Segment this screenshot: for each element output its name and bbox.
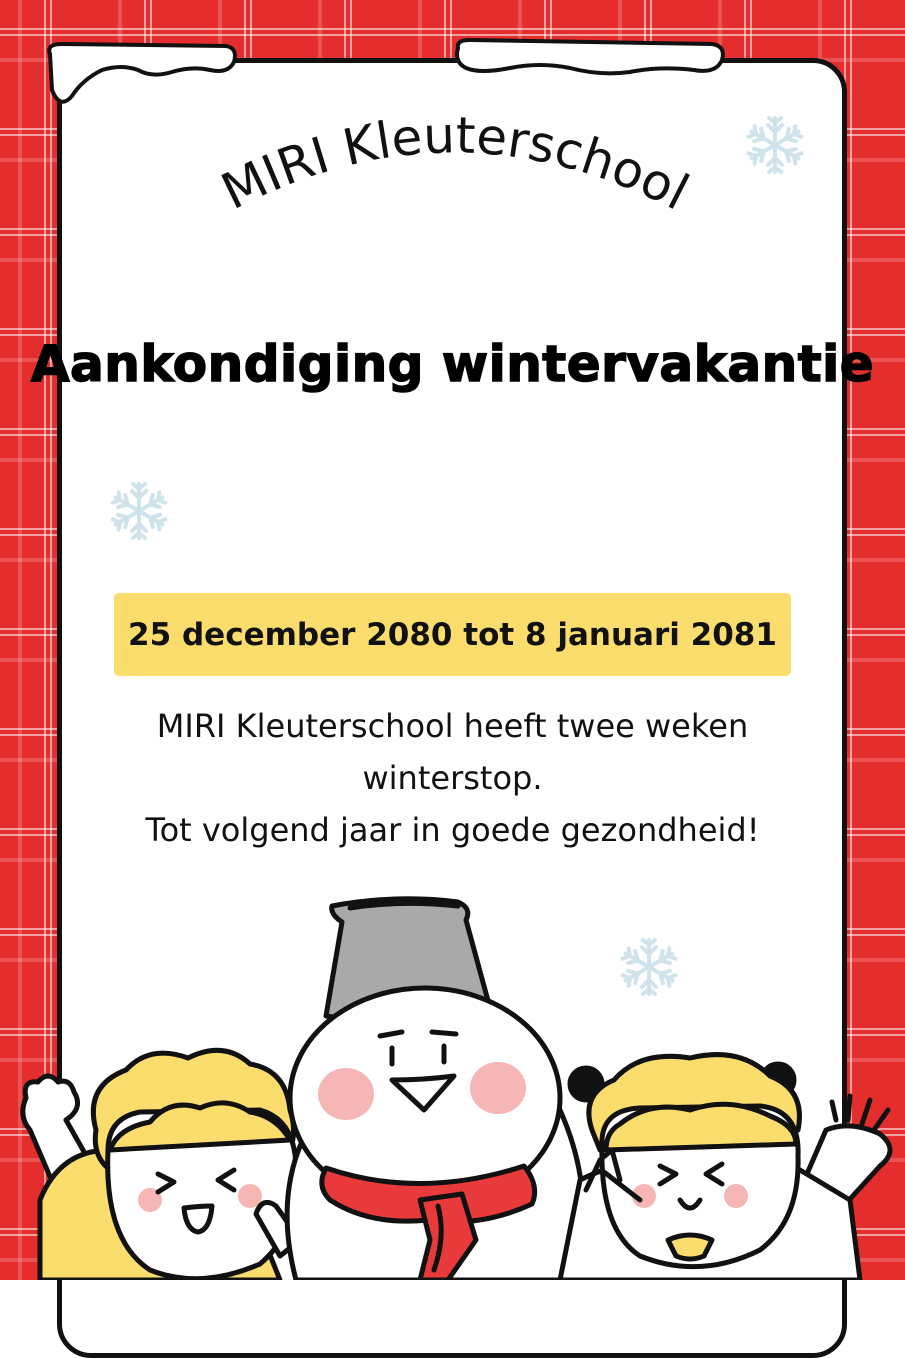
headline: Aankondiging wintervakantie [30, 335, 875, 393]
message-line-1: MIRI Kleuterschool heeft twee weken [156, 707, 749, 745]
snowman-illustration [287, 899, 583, 1280]
child-left-illustration [23, 1050, 300, 1280]
message-line-2: winterstop. [362, 759, 543, 797]
message-line-3: Tot volgend jaar in goede gezondheid! [145, 811, 760, 849]
child-right-illustration [560, 1055, 890, 1280]
date-range: 25 december 2080 tot 8 januari 2081 [128, 616, 777, 653]
school-name: MIRI Kleuterschool [212, 106, 698, 222]
